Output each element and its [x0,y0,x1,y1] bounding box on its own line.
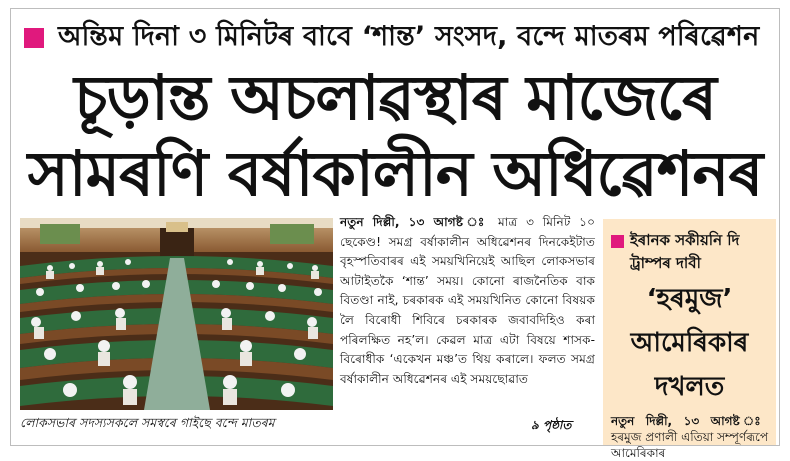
article-paragraph [340,213,595,389]
side-dateline: নতুন দিল্লী, ১৩ আগষ্ট ঃ [611,414,768,428]
parliament-photo [20,218,333,410]
kicker-text: অন্তিম দিনা ৩ মিনিটৰ বাবে ‘শান্ত’ সংসদ, বন্দে মাতৰম পৰিৱেশন [58,20,760,52]
article-body: মাত্ৰ ৩ মিনিট ১০ ছেকেণ্ড! সমগ্ৰ বৰ্ষাকালীন অধিৱেশনৰ দিনকেইটাত বৃহস্পতিবাৰৰ এই সময়খিনিয়েই আছিল লোকসভাৰ আটাইতকৈ ‘শান্ত’ সময়। কোনো ৰাজনৈতিক বাক বিতণ্ডা নাই, চৰকাৰক এই সময়খিনিত কোনো বিষয়ক লৈ বিৰোধী শিবিৰে চৰকাৰক জবাবদিহিও কৰা পৰিলক্ষিত নহ’ল। কেৱল মাত্ৰ এটা বিষয়ে শাসক-বিৰোধীক ‘একেখন মঞ্চ’ত থিয় কৰালে। ফলত সমগ্ৰ বৰ্ষাকালীন অধিৱেশনৰ এই সময়ছোৱাত [340,215,595,386]
article-dateline: নতুন দিল্লী, ১৩ আগষ্ট ঃ [340,215,490,229]
side-headline-quote: ‘হৰমুজ’ [646,284,733,314]
photo-caption: লোকসভাৰ সদস্যসকলে সমস্বৰে গাইছে বন্দে মাতৰম [20,415,275,430]
side-headline-line-2: আমেৰিকাৰ [630,328,749,358]
lead-article [340,213,595,389]
kicker-bullet-icon [24,28,44,48]
headline-line-1: চূড়ান্ত অচলাৱস্থাৰ মাজেৰে [74,61,716,134]
continued-page-ref: ৯ পৃষ্ঠাত [531,418,572,432]
side-headline-line-3: দখলত [654,372,725,402]
side-body [603,407,776,461]
side-body-text: হৰমুজ প্ৰণালী এতিয়া সম্পূৰ্ণৰূপে আমেৰিকাৰ [611,430,768,460]
kicker-line [24,20,764,56]
headline-line-2: সামৰণি বৰ্ষাকালীন অধিৱেশনৰ [27,137,763,210]
side-kicker-text: ইৰানক সকীয়নি দি ট্ৰাম্পৰ দাবী [630,231,740,272]
parliament-chamber-image [20,218,333,410]
main-headline [18,60,772,212]
side-kicker-bullet-icon [611,235,624,248]
side-kicker [603,219,776,275]
side-story-box [603,219,776,460]
